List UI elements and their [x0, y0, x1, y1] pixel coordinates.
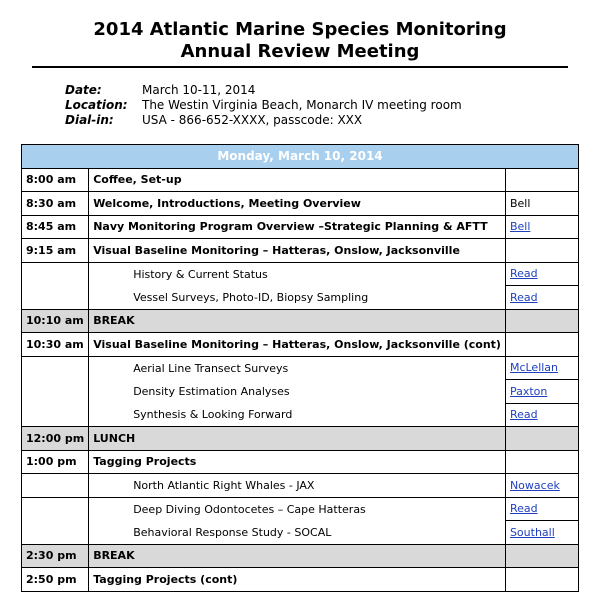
speaker-link[interactable]: Read: [509, 290, 538, 304]
agenda-row: [22, 333, 579, 357]
agenda-row: [22, 239, 579, 263]
break-row: [22, 309, 579, 333]
day-heading-row: [22, 145, 579, 169]
row-speaker: [505, 333, 578, 357]
row-time: [22, 403, 89, 427]
document-title: [0, 19, 600, 63]
row-item: Behavioral Response Study - SOCAL: [89, 521, 506, 545]
agenda-row: [22, 215, 579, 239]
row-item: Tagging Projects: [89, 450, 506, 474]
row-time: 12:00 pm: [22, 427, 89, 451]
row-speaker: [505, 356, 578, 380]
row-time: 8:00 am: [22, 168, 89, 192]
speaker-link[interactable]: Nowacek: [509, 478, 560, 492]
row-item: Synthesis & Looking Forward: [89, 403, 506, 427]
speaker-link[interactable]: Read: [509, 502, 538, 516]
row-time: [22, 380, 89, 404]
row-speaker: [505, 215, 578, 239]
row-speaker: [505, 521, 578, 545]
location-row: [65, 98, 462, 113]
row-speaker: [505, 168, 578, 192]
row-item: Coffee, Set-up: [89, 168, 506, 192]
row-speaker: [505, 427, 578, 451]
agenda-subrow: [22, 474, 579, 498]
title-line-1: 2014 Atlantic Marine Species Monitoring: [93, 19, 507, 40]
agenda-row: [22, 568, 579, 592]
row-speaker: Bell: [505, 192, 578, 216]
row-time: [22, 262, 89, 286]
date-value: March 10-11, 2014: [142, 83, 256, 97]
agenda-subrow: [22, 380, 579, 404]
row-time: [22, 474, 89, 498]
row-speaker: [505, 403, 578, 427]
row-item: BREAK: [89, 544, 506, 568]
row-time: 2:30 pm: [22, 544, 89, 568]
dialin-row: [65, 113, 462, 128]
row-speaker: [505, 309, 578, 333]
row-item: Deep Diving Odontocetes – Cape Hatteras: [89, 497, 506, 521]
row-speaker: [505, 568, 578, 592]
row-speaker: [505, 474, 578, 498]
row-time: 1:00 pm: [22, 450, 89, 474]
row-speaker: [505, 262, 578, 286]
agenda-row: [22, 168, 579, 192]
row-item: Visual Baseline Monitoring – Hatteras, Onslow, Jacksonville: [89, 239, 506, 263]
date-row: [65, 83, 462, 98]
row-item: Navy Monitoring Program Overview –Strategic Planning & AFTT: [89, 215, 506, 239]
date-label: Date:: [65, 83, 102, 97]
dialin-label: Dial-in:: [65, 113, 114, 127]
row-time: [22, 521, 89, 545]
row-item: Vessel Surveys, Photo-ID, Biopsy Sampling: [89, 286, 506, 310]
day-heading: Monday, March 10, 2014: [22, 145, 579, 169]
row-item: LUNCH: [89, 427, 506, 451]
agenda-row: [22, 192, 579, 216]
agenda-subrow: [22, 497, 579, 521]
row-speaker: [505, 450, 578, 474]
speaker-link[interactable]: McLellan: [509, 361, 559, 375]
speaker-link[interactable]: Read: [509, 267, 538, 281]
break-row: [22, 544, 579, 568]
row-time: [22, 286, 89, 310]
title-divider: [32, 66, 568, 68]
agenda-subrow: [22, 286, 579, 310]
title-line-2: Annual Review Meeting: [180, 41, 420, 62]
speaker-link[interactable]: Bell: [509, 220, 531, 234]
location-label: Location:: [65, 98, 128, 112]
row-time: [22, 497, 89, 521]
agenda-subrow: [22, 262, 579, 286]
row-time: 9:15 am: [22, 239, 89, 263]
row-time: [22, 356, 89, 380]
speaker-link[interactable]: Paxton: [509, 384, 548, 398]
agenda-table: [21, 144, 579, 592]
row-item: History & Current Status: [89, 262, 506, 286]
speaker-link[interactable]: Southall: [509, 525, 555, 539]
agenda-subrow: [22, 521, 579, 545]
row-speaker: [505, 286, 578, 310]
row-time: 10:30 am: [22, 333, 89, 357]
speaker-link[interactable]: Read: [509, 408, 538, 422]
row-item: Tagging Projects (cont): [89, 568, 506, 592]
row-speaker: [505, 380, 578, 404]
row-time: 8:45 am: [22, 215, 89, 239]
dialin-value: USA - 866-652-XXXX, passcode: XXX: [142, 113, 363, 127]
meeting-details: [65, 83, 462, 128]
row-time: 10:10 am: [22, 309, 89, 333]
agenda-subrow: [22, 403, 579, 427]
row-item: North Atlantic Right Whales - JAX: [89, 474, 506, 498]
row-item: Welcome, Introductions, Meeting Overview: [89, 192, 506, 216]
agenda-subrow: [22, 356, 579, 380]
row-item: Aerial Line Transect Surveys: [89, 356, 506, 380]
row-speaker: [505, 497, 578, 521]
row-speaker: [505, 544, 578, 568]
row-item: BREAK: [89, 309, 506, 333]
agenda-row: [22, 450, 579, 474]
row-speaker: [505, 239, 578, 263]
row-item: Visual Baseline Monitoring – Hatteras, Onslow, Jacksonville (cont): [89, 333, 506, 357]
row-time: 8:30 am: [22, 192, 89, 216]
row-time: 2:50 pm: [22, 568, 89, 592]
row-item: Density Estimation Analyses: [89, 380, 506, 404]
location-value: The Westin Virginia Beach, Monarch IV meeting room: [142, 98, 462, 112]
break-row: [22, 427, 579, 451]
